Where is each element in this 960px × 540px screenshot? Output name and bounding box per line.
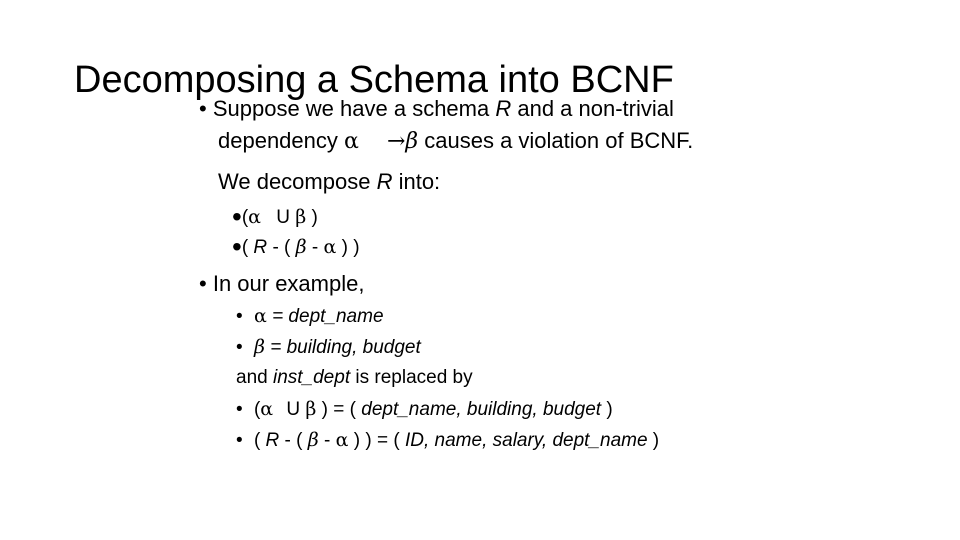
beta-symbol: β (405, 129, 419, 154)
bullet: • (232, 231, 242, 262)
union-symbol: U (286, 399, 301, 420)
schema-r: R (376, 169, 393, 194)
intro-text: into: (392, 169, 441, 194)
result-text: - ( (279, 430, 308, 451)
paren: ) (311, 207, 318, 228)
example-beta-line (236, 335, 421, 360)
bullet: • (232, 201, 242, 232)
example-replaced-line (236, 366, 473, 390)
minus: - (311, 237, 319, 258)
slide-title: Decomposing a Schema into BCNF (74, 59, 674, 101)
replaced-text: is replaced by (350, 367, 473, 388)
bullet: • (199, 271, 207, 296)
beta-symbol: β (307, 429, 319, 451)
minus: - (324, 430, 331, 451)
intro-line-1 (199, 95, 674, 123)
schema-r: R (265, 430, 280, 451)
paren: ( (241, 237, 249, 258)
alpha-symbol: α (260, 398, 274, 420)
paren: ( (241, 207, 249, 228)
alpha-symbol: α (248, 206, 261, 228)
paren: ( (284, 237, 291, 258)
alpha-definition: = dept_name (272, 306, 384, 327)
result-text: ) (647, 430, 660, 451)
intro-text: and a non-trivial (511, 96, 674, 121)
alpha-symbol: α (253, 305, 267, 327)
result-text: ) = ( (321, 399, 362, 420)
beta-symbol: β (253, 336, 265, 358)
beta-symbol: β (305, 398, 317, 420)
schema-r: R (253, 237, 268, 258)
intro-text: We decompose (218, 169, 377, 194)
sub-bullet: • (236, 306, 243, 327)
decomp-item-2 (232, 232, 360, 260)
beta-symbol: β (295, 236, 307, 258)
intro-text: dependency (218, 128, 344, 153)
decomp-item-1 (232, 202, 318, 230)
alpha-symbol: α (335, 429, 349, 451)
example-alpha-line (236, 304, 384, 329)
result-attributes: ID, name, salary, dept_name (404, 430, 648, 451)
relation-name: inst_dept (272, 367, 351, 388)
beta-symbol: β (295, 206, 307, 228)
alpha-symbol: α (344, 129, 359, 154)
alpha-symbol: α (323, 236, 337, 258)
bullet: • (199, 96, 207, 121)
replaced-text: and (236, 367, 273, 388)
result-text: ) (601, 399, 613, 420)
sub-bullet: • (236, 430, 243, 451)
paren: ( (253, 430, 266, 451)
intro-line-3 (218, 168, 440, 196)
sub-bullet: • (236, 399, 243, 420)
sub-bullet: • (236, 337, 243, 358)
paren: ) ) (341, 237, 360, 258)
paren: ( (253, 399, 261, 420)
schema-r: R (495, 96, 512, 121)
example-result-2 (236, 428, 659, 453)
example-heading-text: In our example, (212, 271, 365, 296)
arrow-symbol: → (386, 129, 406, 154)
intro-text: Suppose we have a schema (212, 96, 496, 121)
beta-definition: = building, budget (270, 337, 421, 358)
example-heading (199, 270, 364, 298)
result-attributes: dept_name, building, budget (361, 399, 602, 420)
union-symbol: U (276, 207, 290, 228)
result-text: ) ) = ( (348, 430, 405, 451)
minus: - (272, 237, 279, 258)
intro-line-2 (218, 127, 693, 156)
example-result-1 (236, 397, 613, 422)
intro-text: causes a violation of BCNF. (418, 128, 694, 153)
